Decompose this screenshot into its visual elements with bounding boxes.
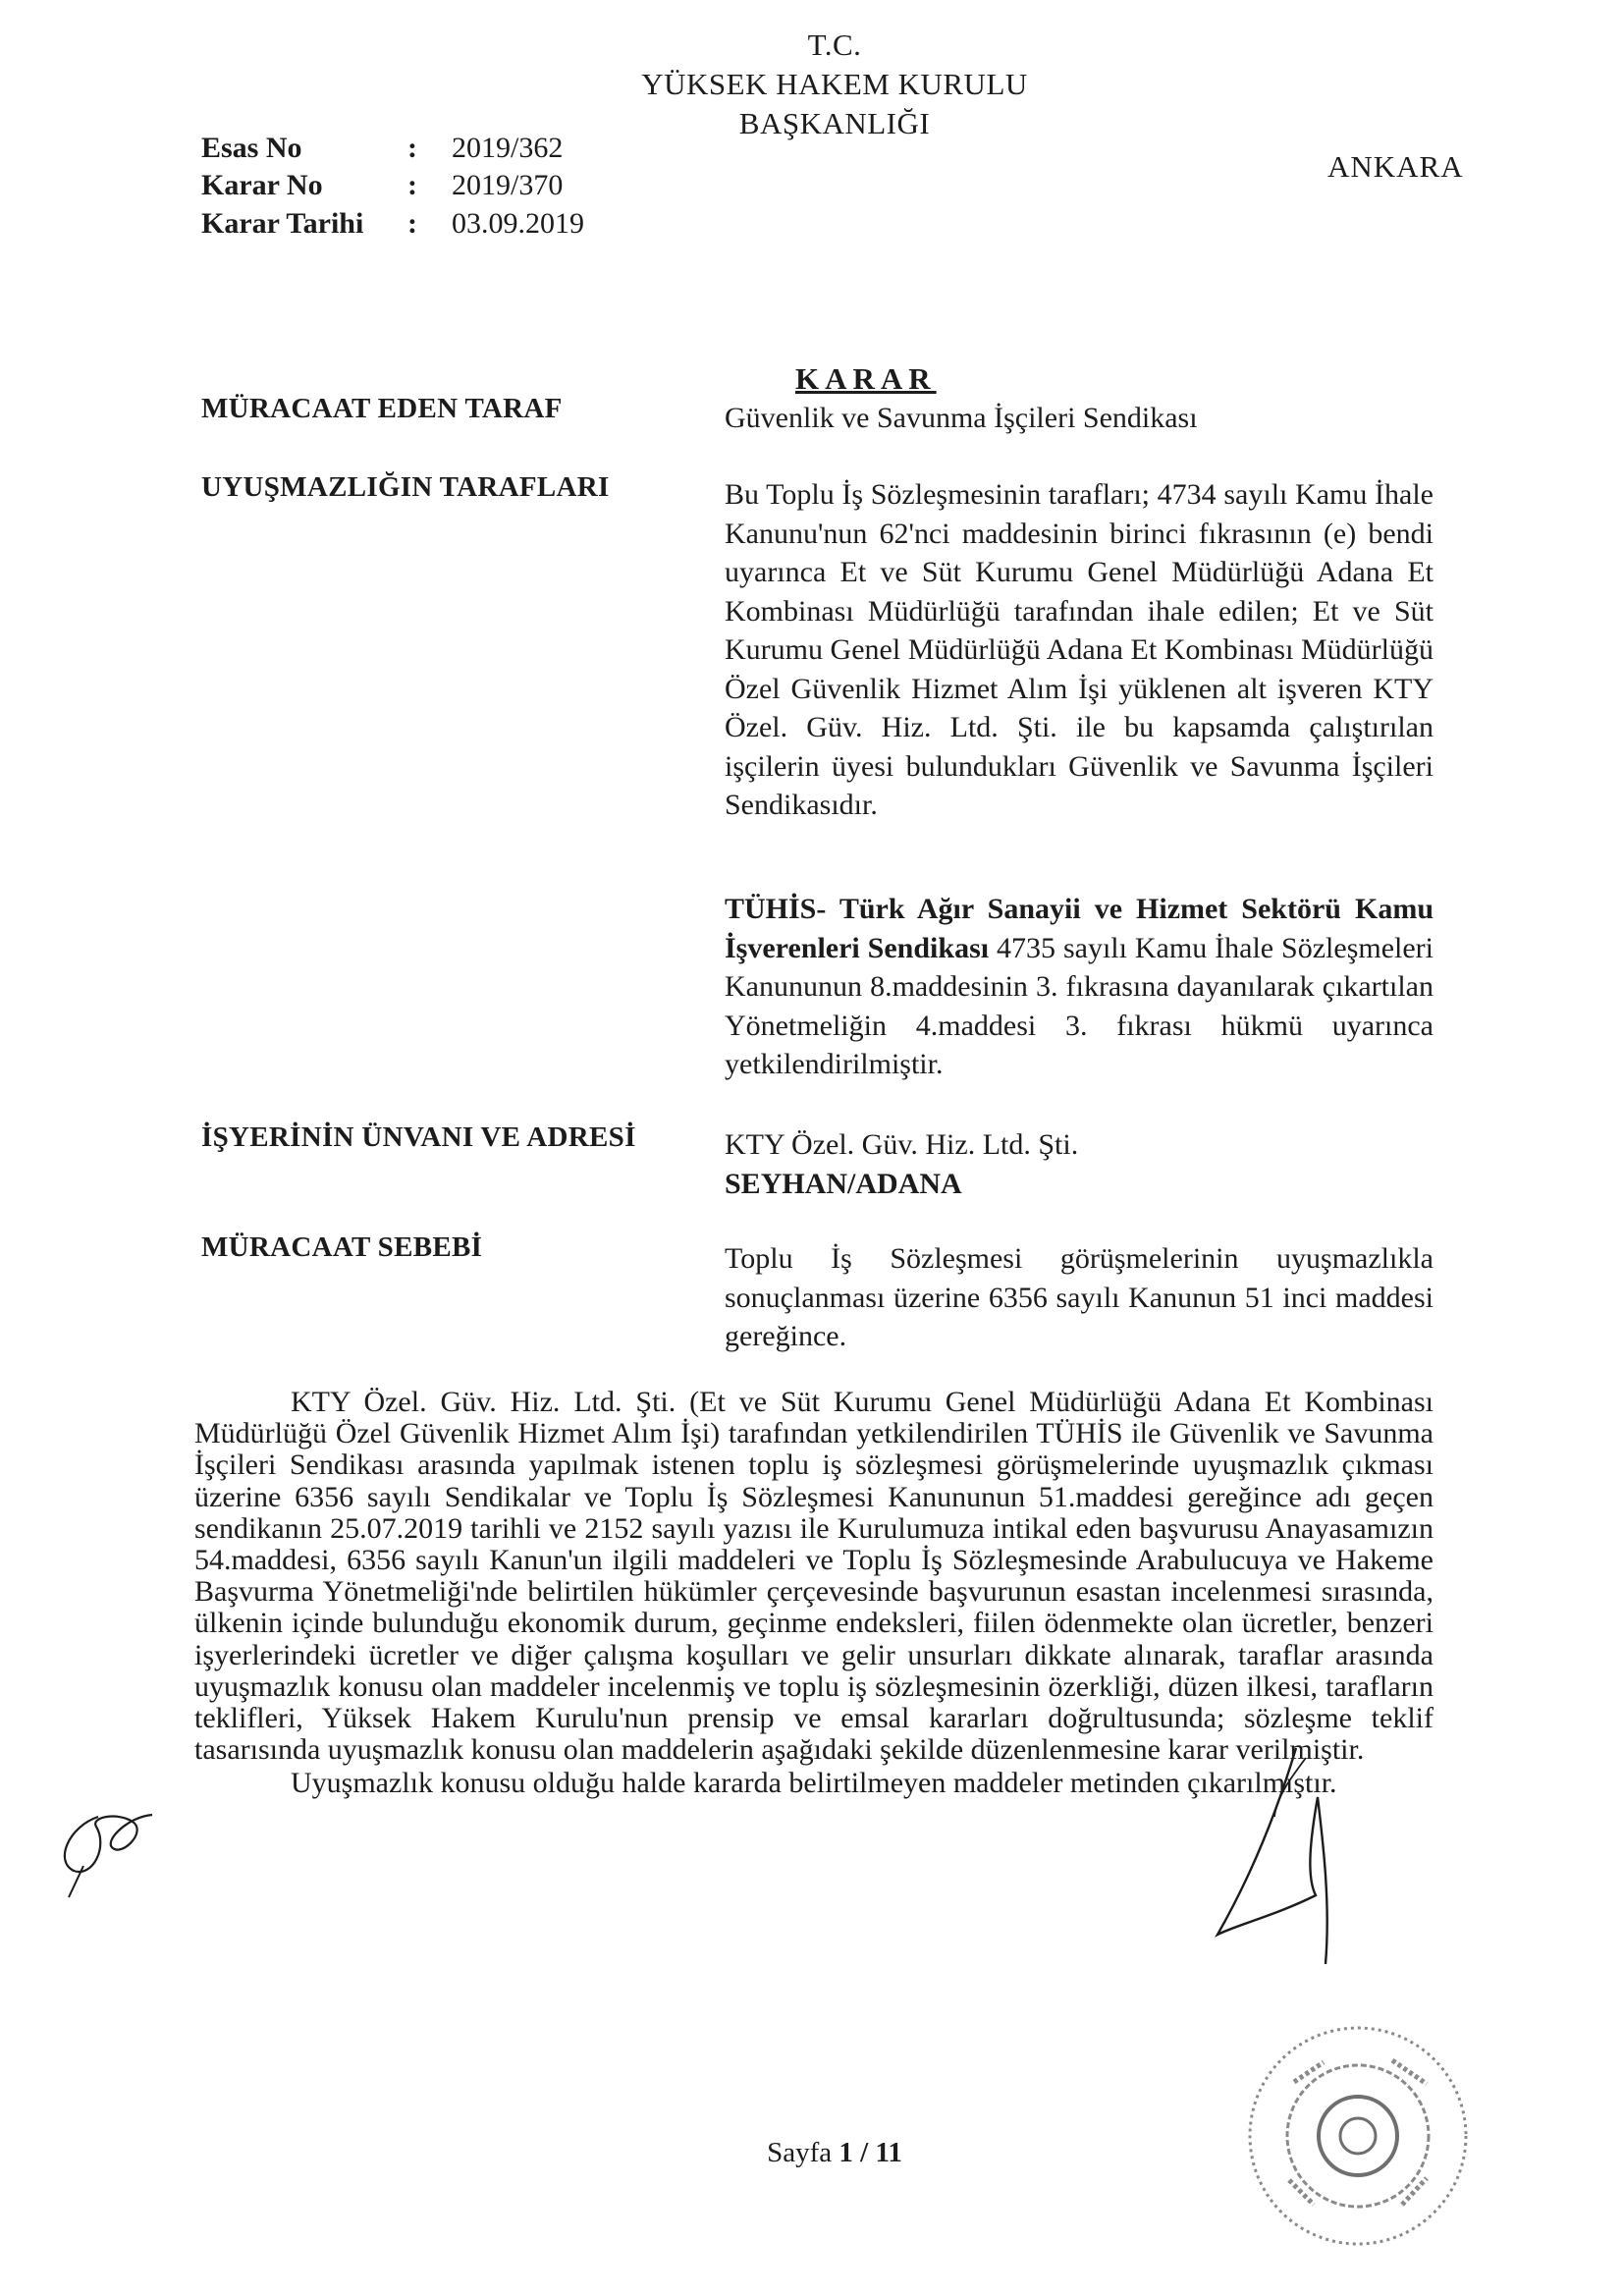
meta-value: 2019/370 (452, 169, 564, 201)
meta-colon: : (407, 132, 417, 164)
page-number (687, 2137, 982, 2169)
page-number-prefix: Sayfa (767, 2137, 839, 2168)
workplace-address: SEYHAN/ADANA (725, 1167, 962, 1200)
parties-paragraph-1 (725, 475, 1434, 825)
workplace-name: KTY Özel. Güv. Hiz. Ltd. Şti. (725, 1128, 1079, 1161)
reason-text: Toplu İş Sözleşmesi görüşmelerinin uyuşmazlıkla sonuçlanması üzerine 6356 sayılı Kanunun 51 inci maddesi gereğince. (725, 1242, 1434, 1352)
applicant-text: Güvenlik ve Savunma İşçileri Sendikası (725, 402, 1198, 434)
header-line-1: T.C. (807, 27, 862, 62)
applicant-label: MÜRACAAT EDEN TARAF (201, 393, 563, 424)
employer-union-text: 4735 sayılı Kamu İhale Sözleşmeleri Kanununun 8.maddesinin 3. fıkrasına dayanılarak çıkartılan Yönetmeliğin 4.maddesi 3. fıkrası hükmü uyarınca yetkilendirilmiştir. (725, 931, 1434, 1080)
meta-label: Esas No (201, 132, 302, 164)
body-paragraph-2: Uyuşmazlık konusu olduğu halde kararda belirtilmeyen maddeler metinden çıkarılmıştır. (291, 1767, 1337, 1800)
right-signature-icon (1159, 1738, 1355, 1994)
meta-value: 2019/362 (452, 132, 564, 164)
parties-label: UYUŞMAZLIĞIN TARAFLARI (201, 471, 610, 503)
parties-text-1: Bu Toplu İş Sözleşmesinin tarafları; 4734 sayılı Kamu İhale Kanunu'nun 62'nci maddesinin birinci fıkrasının (e) bendi uyarınca Et ve Süt Kurumu Genel Müdürlüğü Adana Et Kombinası Müdürlüğü tarafından ihale edilen; Et ve Süt Kurumu Genel Müdürlüğü Adana Et Kombinası Müdürlüğü Özel Güvenlik Hizmet Alım İşi yüklenen alt işveren KTY Özel. Güv. Hiz. Ltd. Şti. ile bu kapsamda çalıştırılan işçilerin üyesi bulundukları Güvenlik ve Savunma İşçileri Sendikasıdır. (725, 478, 1434, 821)
employer-union-name: TÜHİS- Türk Ağır Sanayii ve Hizmet Sektörü Kamu İşverenleri Sendikası (725, 893, 1434, 964)
parties-paragraph-2 (725, 890, 1434, 1084)
meta-label: Karar Tarihi (201, 207, 364, 240)
page-number-current: 1 (839, 2137, 853, 2168)
body-paragraph-1: KTY Özel. Güv. Hiz. Ltd. Şti. (Et ve Süt Kurumu Genel Müdürlüğü Adana Et Kombinası Müdürlüğü Özel Güvenlik Hizmet Alım İşi) tarafından yetkilendirilen TÜHİS ile Güvenlik ve Savunma İşçileri Sendikası arasında yapılmak istenen toplu iş sözleşmesi görüşmelerinde uyuşmazlık çıkması üzerine 6356 sayılı Sendikalar ve Toplu İş Sözleşmesi Kanununun 51.maddesi gereğince adı geçen sendikanın 25.07.2019 tarihli ve 2152 sayılı yazısı ile Kurulumuza intikal eden başvurusu Anayasamızın 54.maddesi, 6356 sayılı Kanun'un ilgili maddeleri ve Toplu İş Sözleşmesinde Arabulucuya ve Hakeme Başvurma Yönetmeliği'nde belirtilen hükümler çerçevesinde başvurunun esastan incelenmesi sırasında, ülkenin içinde bulunduğu ekonomik durum, geçinme endeksleri, fiilen ödenmekte olan ücretler, benzeri işyerlerindeki ücretler ve diğer çalışma koşulları ve gelir unsurları dikkate alınarak, taraflar arasında uyuşmazlık konusu olan maddeler incelenmiş ve toplu iş sözleşmesinin özerkliği, düzen ilkesi, tarafların teklifleri, Yüksek Hakem Kurulu'nun prensip ve emsal kararları doğrultusunda; sözleşme teklif tasarısında uyuşmazlık konusu olan maddelerin aşağıdaki şekilde düzenlenmesine karar verilmiştir. (194, 1386, 1434, 1767)
workplace-label: İŞYERİNİN ÜNVANI VE ADRESİ (201, 1121, 636, 1153)
city-label: ANKARA (1327, 149, 1464, 184)
applicant-value (725, 399, 1434, 438)
meta-colon: : (407, 169, 417, 201)
meta-label: Karar No (201, 169, 323, 201)
reason-label: MÜRACAAT SEBEBİ (201, 1231, 483, 1263)
left-signature-icon (39, 1787, 167, 1905)
header-line-3: BAŞKANLIĞI (738, 106, 931, 140)
decision-title: KARAR (795, 361, 937, 396)
page-number-total: 11 (875, 2137, 902, 2168)
official-seal-icon (1235, 2013, 1481, 2259)
reason-value (725, 1239, 1434, 1356)
meta-value: 03.09.2019 (452, 207, 584, 240)
page-number-separator: / (852, 2137, 876, 2168)
header-line-2: YÜKSEK HAKEM KURULU (641, 67, 1028, 101)
workplace-value (725, 1125, 1434, 1203)
meta-colon: : (407, 207, 417, 240)
